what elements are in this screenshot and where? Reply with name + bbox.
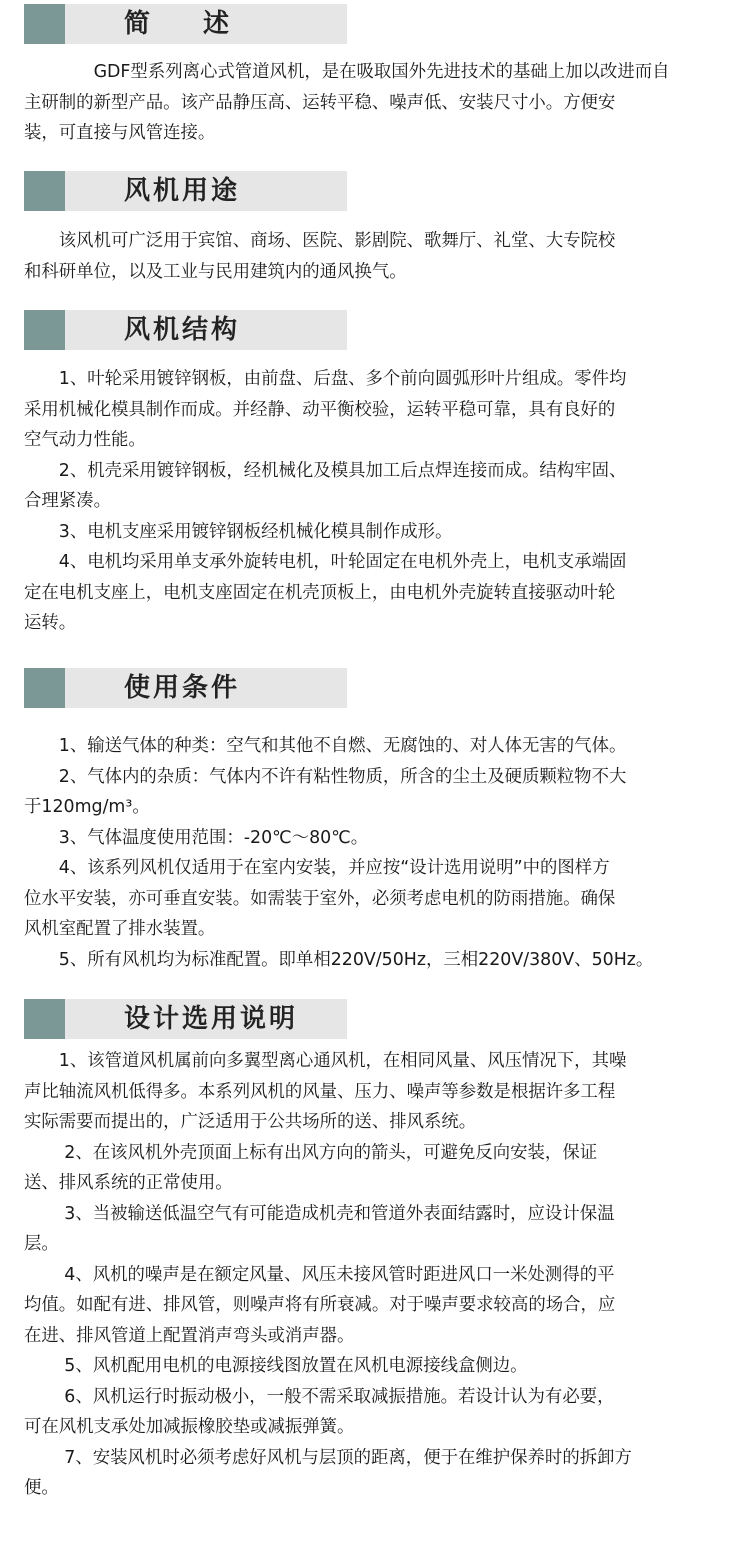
section-structure — [0, 310, 750, 350]
paragraph — [24, 1046, 726, 1504]
section-header — [24, 4, 347, 44]
section-design-notes — [0, 999, 750, 1039]
text-line: 该风机可广泛用于宾馆、商场、医院、影剧院、歌舞厅、礼堂、大专院校 — [24, 231, 616, 251]
text-line: 1、该管道风机属前向多翼型离心通风机，在相同风量、风压情况下，其噪 — [24, 1051, 627, 1071]
text-line: 位水平安装，亦可垂直安装。如需装于室外，必须考虑电机的防雨措施。确保 — [24, 888, 616, 909]
section-header — [24, 310, 347, 350]
text-line: 合理紧凑。 — [24, 491, 111, 511]
text-line: 定在电机支座上，电机支座固定在机壳顶板上，由电机外壳旋转直接驱动叶轮 — [24, 582, 616, 603]
section-title: 使用条件 — [124, 673, 241, 703]
section-header — [24, 999, 347, 1039]
text-line: 4、电机均采用单支承外旋转电机，叶轮固定在电机外壳上，电机支承端固 — [24, 552, 627, 572]
section-conditions — [0, 668, 750, 708]
section-title: 风机结构 — [124, 315, 241, 345]
section-header — [24, 668, 347, 708]
text-line: 3、电机支座采用镀锌钢板经机械化模具制作成形。 — [24, 521, 453, 542]
section-overview — [0, 4, 750, 44]
header-marker — [24, 668, 65, 708]
text-line: 3、当被输送低温空气有可能造成机壳和管道外表面结露时，应设计保温 — [24, 1203, 615, 1224]
paragraph — [24, 57, 726, 149]
header-marker — [24, 310, 65, 350]
paragraph — [24, 364, 726, 639]
text-line: 4、风机的噪声是在额定风量、风压未接风管时距进风口一米处测得的平 — [24, 1264, 615, 1285]
text-line: 送、排风系统的正常使用。 — [24, 1173, 233, 1193]
text-line: 5、风机配用电机的电源接线图放置在风机电源接线盒侧边。 — [24, 1356, 528, 1376]
text-line: 1、输送气体的种类：空气和其他不自燃、无腐蚀的、对人体无害的气体。 — [24, 736, 627, 756]
text-line: 1、叶轮采用镀锌钢板，由前盘、后盘、多个前向圆弧形叶片组成。零件均 — [24, 369, 627, 389]
text-line: 装，可直接与风管连接。 — [24, 123, 216, 143]
text-line: 7、安装风机时必须考虑好风机与层顶的距离，便于在维护保养时的拆卸方 — [24, 1447, 632, 1468]
text-line: 于120mg/m³。 — [24, 797, 150, 817]
text-line: GDF型系列离心式管道风机，是在吸取国外先进技术的基础上加以改进而自 — [24, 62, 670, 82]
text-line: 风机室配置了排水装置。 — [24, 919, 216, 939]
text-line: 4、该系列风机仅适用于在室内安装，并应按“设计选用说明”中的图样方 — [24, 858, 610, 878]
text-line: 运转。 — [24, 613, 77, 633]
text-line: 2、机壳采用镀锌钢板，经机械化及模具加工后点焊连接而成。结构牢固、 — [24, 460, 627, 481]
header-marker — [24, 999, 65, 1039]
text-line: 主研制的新型产品。该产品静压高、运转平稳、噪声低、安装尺寸小。方便安 — [24, 92, 616, 113]
text-line: 空气动力性能。 — [24, 430, 146, 450]
text-line: 实际需要而提出的，广泛适用于公共场所的送、排风系统。 — [24, 1112, 477, 1132]
text-line: 采用机械化模具制作而成。并经静、动平衡校验，运转平稳可靠，具有良好的 — [24, 399, 616, 420]
text-line: 5、所有风机均为标准配置。即单相220V/50Hz，三相220V/380V、50Hz。 — [24, 949, 654, 970]
text-line: 3、气体温度使用范围：-20℃～80℃。 — [24, 827, 369, 848]
section-title: 风机用途 — [124, 176, 241, 206]
text-line: 均值。如配有进、排风管，则噪声将有所衰减。对于噪声要求较高的场合，应 — [24, 1295, 616, 1315]
header-marker — [24, 171, 65, 211]
text-line: 便。 — [24, 1478, 59, 1498]
text-line: 2、气体内的杂质：气体内不许有粘性物质，所含的尘土及硬质颗粒物不大 — [24, 766, 627, 787]
text-line: 声比轴流风机低得多。本系列风机的风量、压力、噪声等参数是根据许多工程 — [24, 1081, 616, 1102]
section-title: 简 述 — [124, 9, 252, 39]
paragraph — [24, 731, 726, 975]
text-line: 6、风机运行时振动极小，一般不需采取减振措施。若设计认为有必要， — [24, 1386, 615, 1407]
header-marker — [24, 4, 65, 44]
text-line: 2、在该风机外壳顶面上标有出风方向的箭头，可避免反向安装，保证 — [24, 1142, 598, 1163]
text-line: 在进、排风管道上配置消声弯头或消声器。 — [24, 1325, 355, 1346]
section-title: 设计选用说明 — [124, 1004, 299, 1034]
section-header — [24, 171, 347, 211]
section-usage — [0, 171, 750, 211]
paragraph — [24, 226, 726, 287]
text-line: 层。 — [24, 1234, 59, 1254]
text-line: 和科研单位，以及工业与民用建筑内的通风换气。 — [24, 261, 407, 282]
text-line: 可在风机支承处加减振橡胶垫或减振弹簧。 — [24, 1417, 355, 1437]
